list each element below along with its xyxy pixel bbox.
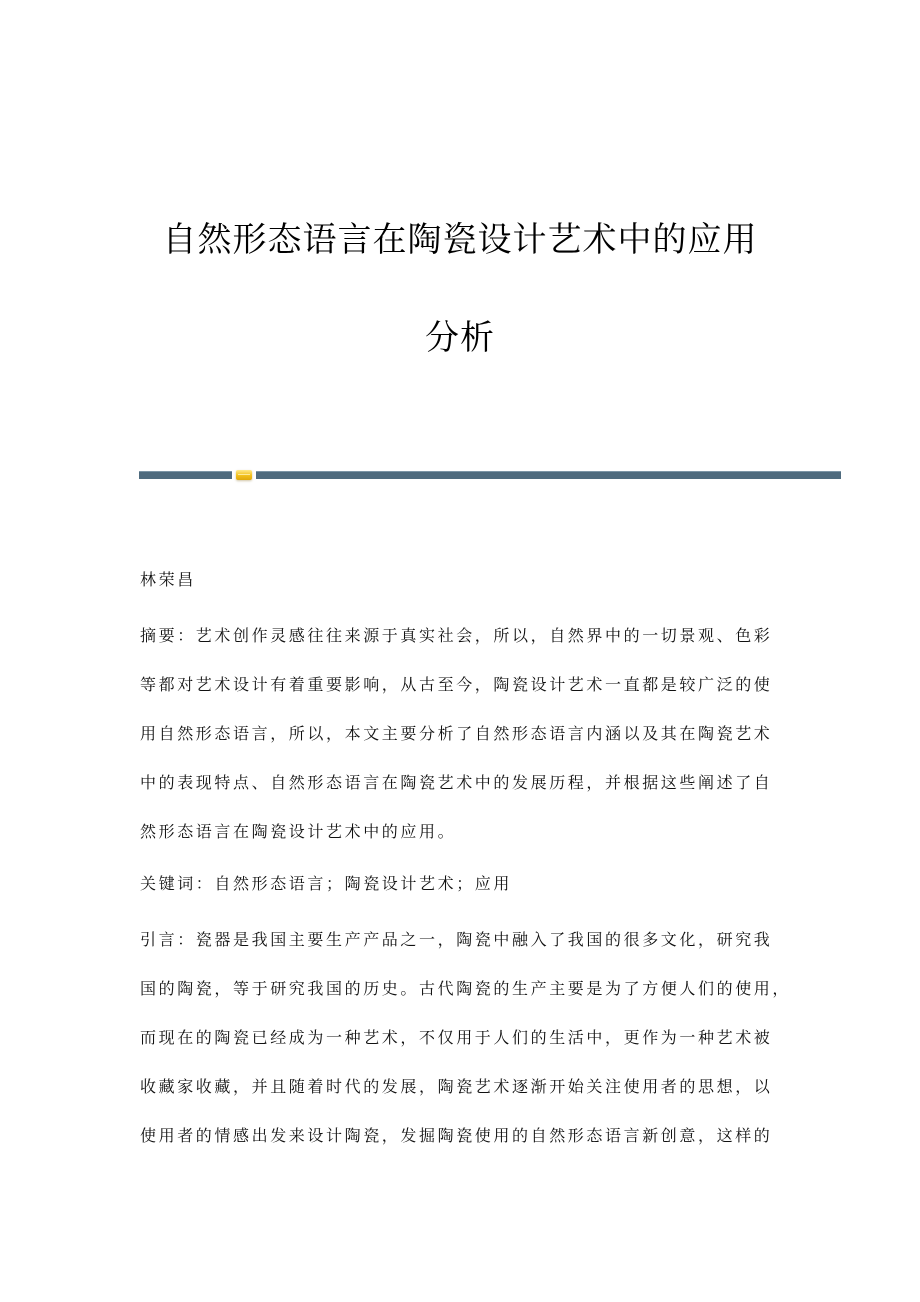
abstract-paragraph — [140, 626, 780, 871]
abstract-line: 用自然形态语言，所以，本文主要分析了自然形态语言内涵以及其在陶瓷艺术 — [140, 724, 773, 743]
introduction-line: 国的陶瓷，等于研究我国的历史。古代陶瓷的生产主要是为了方便人们的使用， — [140, 979, 792, 998]
author-name: 林荣昌 — [140, 570, 196, 589]
divider-bar-left — [139, 471, 232, 479]
introduction-paragraph — [140, 930, 792, 1175]
title-divider — [139, 470, 841, 480]
keywords-paragraph — [140, 874, 780, 923]
abstract-line: 中的表现特点、自然形态语言在陶瓷艺术中的发展历程，并根据这些阐述了自 — [140, 773, 773, 792]
introduction-line: 而现在的陶瓷已经成为一种艺术，不仅用于人们的生活中，更作为一种艺术被 — [140, 1028, 773, 1047]
document-title-line-2: 分析 — [425, 318, 495, 358]
abstract-line: 等都对艺术设计有着重要影响，从古至今，陶瓷设计艺术一直都是较广泛的使 — [140, 675, 773, 694]
keywords-line: 关键词：自然形态语言；陶瓷设计艺术；应用 — [140, 874, 513, 893]
abstract-line: 然形态语言在陶瓷设计艺术中的应用。 — [140, 822, 457, 841]
introduction-line: 收藏家收藏，并且随着时代的发展，陶瓷艺术逐渐开始关注使用者的思想，以 — [140, 1077, 773, 1096]
document-title-line-1: 自然形态语言在陶瓷设计艺术中的应用 — [162, 220, 758, 260]
introduction-line: 使用者的情感出发来设计陶瓷，发掘陶瓷使用的自然形态语言新创意，这样的 — [140, 1126, 773, 1145]
divider-ornament-icon — [236, 470, 252, 480]
abstract-line: 摘要：艺术创作灵感往往来源于真实社会，所以，自然界中的一切景观、色彩 — [140, 626, 773, 645]
introduction-line: 引言：瓷器是我国主要生产产品之一，陶瓷中融入了我国的很多文化，研究我 — [140, 930, 773, 949]
divider-bar-right — [256, 471, 841, 479]
